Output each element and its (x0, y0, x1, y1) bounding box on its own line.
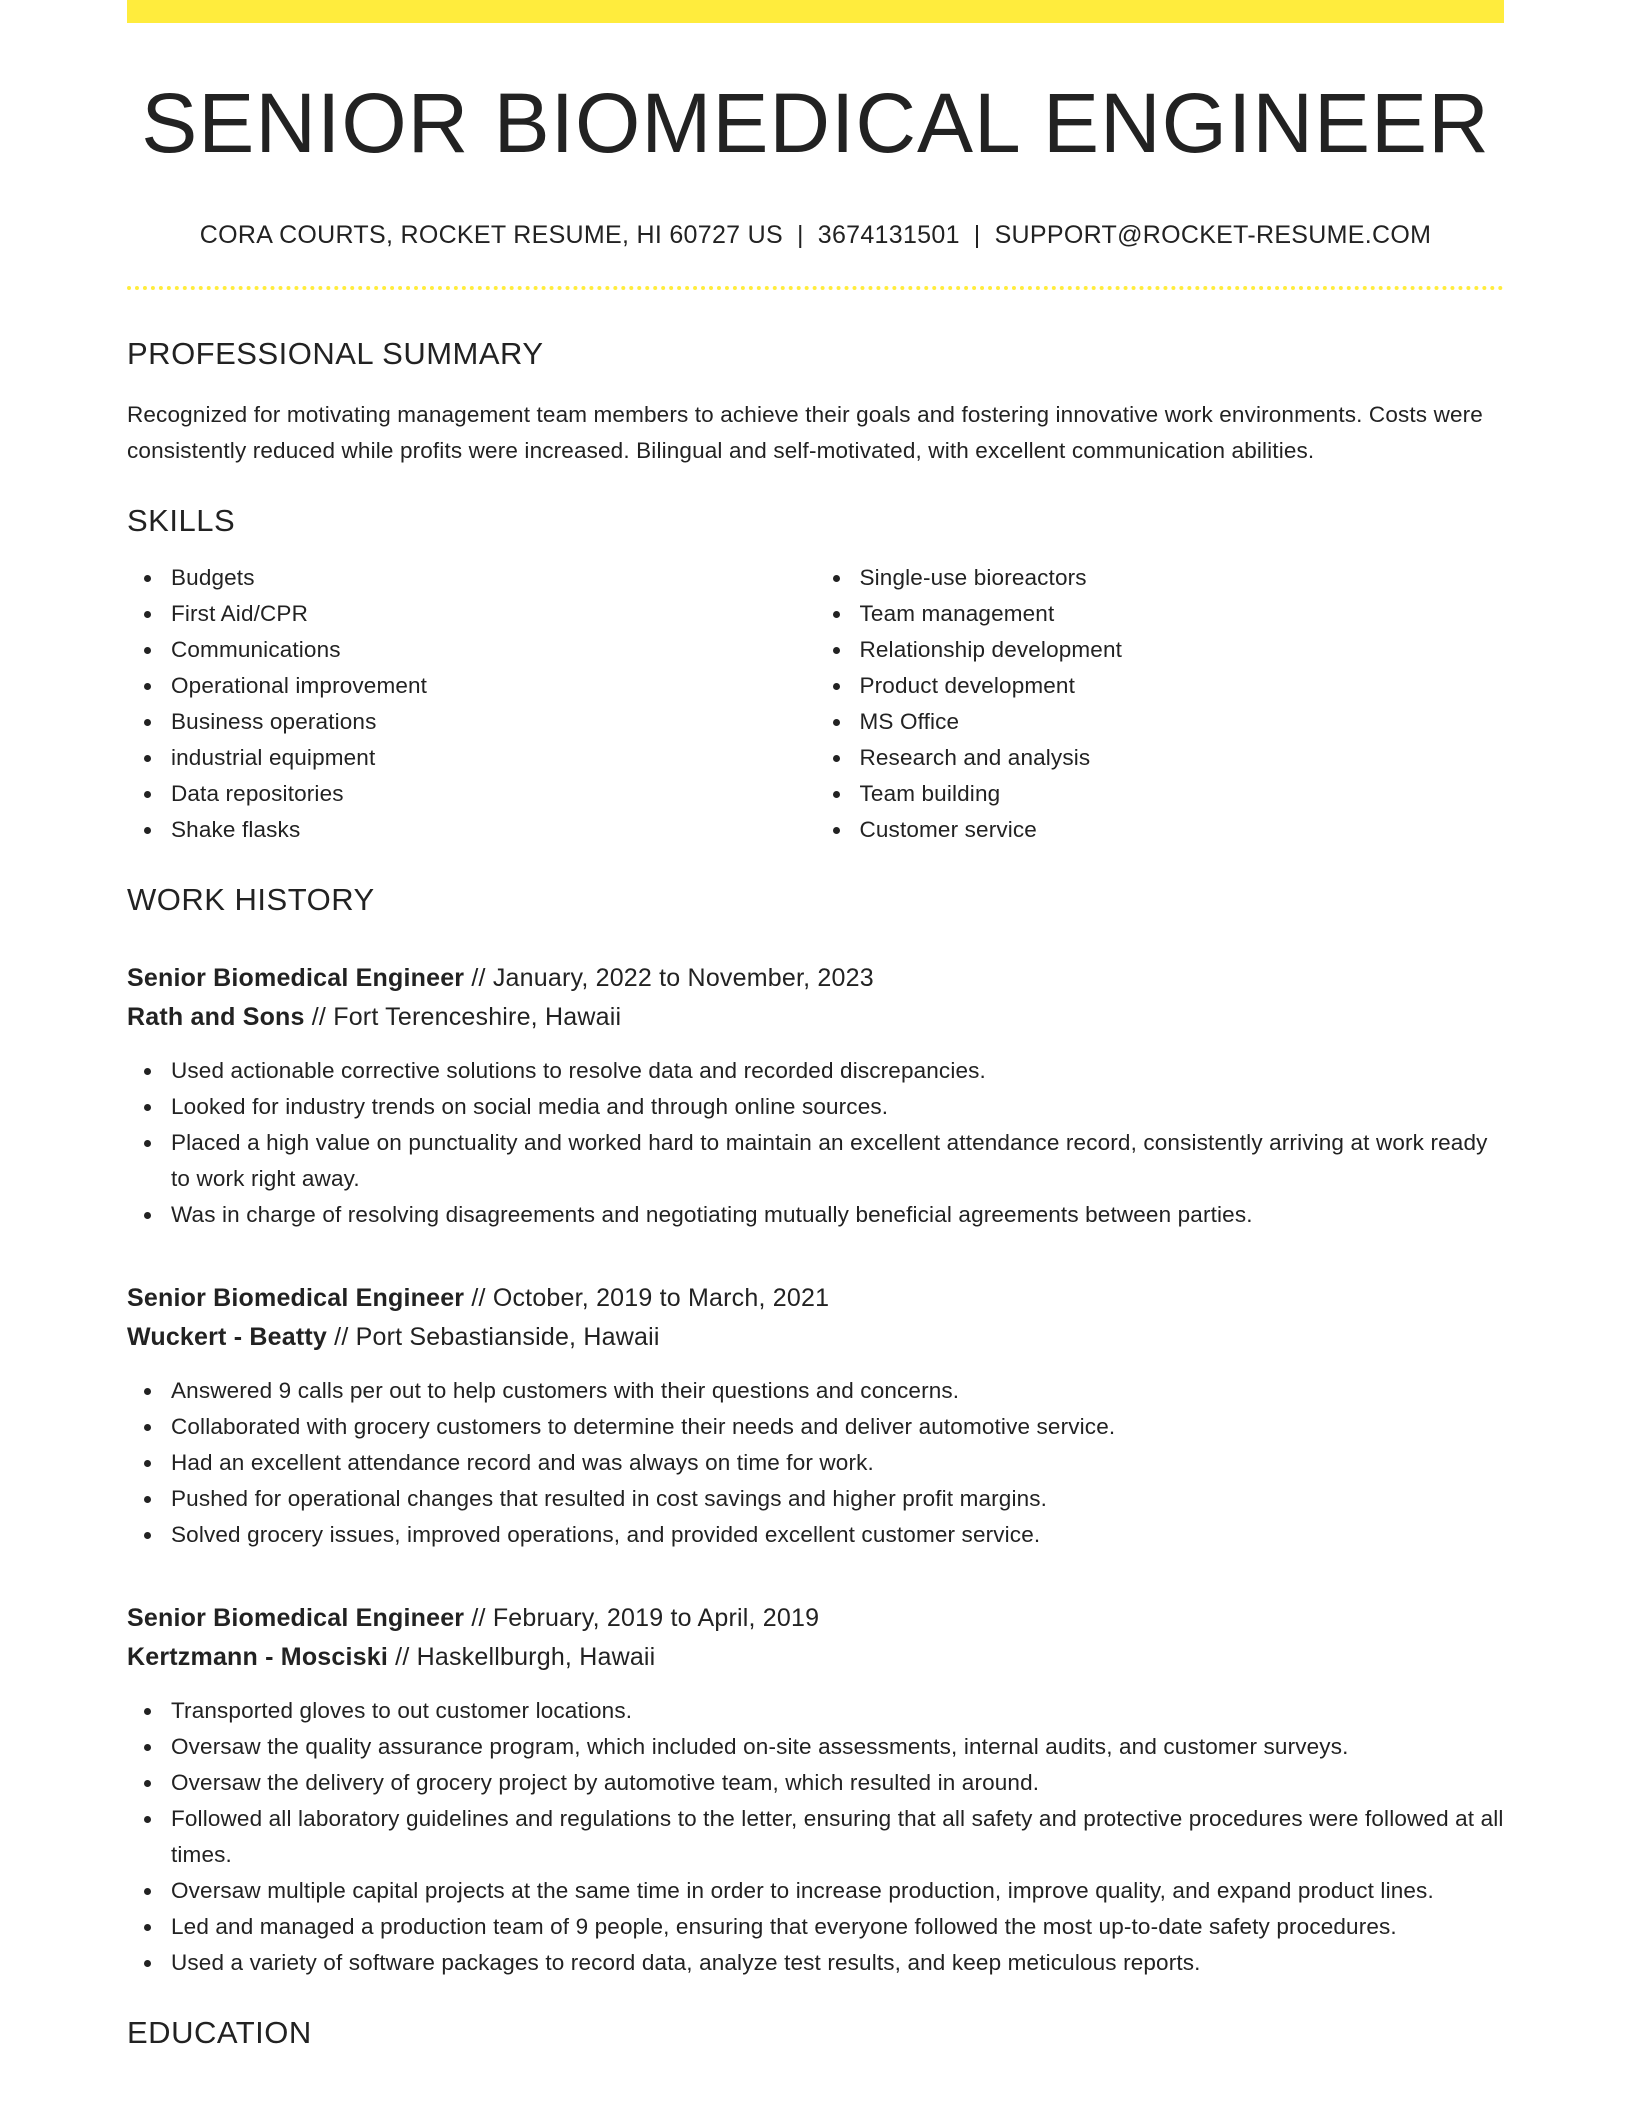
job-company-line (127, 998, 1504, 1037)
skills-column-left (127, 560, 816, 848)
job-bullet: Answered 9 calls per out to help customers with their questions and concerns. (171, 1373, 1504, 1409)
job-bullet: Transported gloves to out customer locations. (171, 1693, 1504, 1729)
skill-item: industrial equipment (171, 740, 816, 776)
skill-item: Research and analysis (860, 740, 1505, 776)
job-location: // Haskellburgh, Hawaii (395, 1643, 656, 1671)
skill-item: Team management (860, 596, 1505, 632)
section-title-skills: SKILLS (127, 503, 236, 538)
job-bullet: Had an excellent attendance record and was always on time for work. (171, 1445, 1504, 1481)
skill-item: Budgets (171, 560, 816, 596)
skill-item: Single-use bioreactors (860, 560, 1505, 596)
skills-column-right (816, 560, 1505, 848)
job-role-line (127, 959, 1504, 998)
skill-item: Customer service (860, 812, 1505, 848)
job-bullet: Oversaw the delivery of grocery project by automotive team, which resulted in around. (171, 1765, 1504, 1801)
job-bullet: Was in charge of resolving disagreements and negotiating mutually beneficial agreements between parties. (171, 1197, 1504, 1233)
job-bullet: Placed a high value on punctuality and worked hard to maintain an excellent attendance record, consistently arriving at work ready to work right away. (171, 1125, 1504, 1197)
contact-phone: 3674131501 (817, 221, 960, 249)
contact-separator: | (796, 221, 804, 249)
job-company: Rath and Sons (127, 1003, 305, 1031)
job-bullet: Followed all laboratory guidelines and regulations to the letter, ensuring that all safety and protective procedures were followed at all times. (171, 1801, 1504, 1873)
contact-line (127, 221, 1504, 250)
job-role: Senior Biomedical Engineer (127, 1604, 465, 1632)
job-company: Kertzmann - Mosciski (127, 1643, 389, 1671)
skill-item: Team building (860, 776, 1505, 812)
job-dates: // October, 2019 to March, 2021 (471, 1284, 830, 1312)
job-location: // Fort Terenceshire, Hawaii (311, 1003, 622, 1031)
summary-text: Recognized for motivating management team members to achieve their goals and fostering innovative work environments. Costs were consistently reduced while profits were increased. Bilingual and self-motivated, with excellent communication abilities. (127, 402, 1483, 463)
job-bullet: Oversaw the quality assurance program, which included on-site assessments, internal audits, and customer surveys. (171, 1729, 1504, 1765)
job-company-line (127, 1318, 1504, 1357)
job-bullet: Pushed for operational changes that resulted in cost savings and higher profit margins. (171, 1481, 1504, 1517)
job-company-line (127, 1638, 1504, 1677)
section-title-summary: PROFESSIONAL SUMMARY (127, 336, 544, 371)
contact-separator: | (973, 221, 981, 249)
contact-email: SUPPORT@ROCKET-RESUME.COM (994, 221, 1432, 249)
job-dates: // January, 2022 to November, 2023 (471, 964, 874, 992)
skill-item: Communications (171, 632, 816, 668)
job-bullets (127, 1373, 1504, 1553)
skill-item: Data repositories (171, 776, 816, 812)
job-bullet: Led and managed a production team of 9 people, ensuring that everyone followed the most up-to-date safety procedures. (171, 1909, 1504, 1945)
skill-item: MS Office (860, 704, 1505, 740)
skill-item: Business operations (171, 704, 816, 740)
skill-item: First Aid/CPR (171, 596, 816, 632)
job-bullets (127, 1053, 1504, 1233)
accent-top-bar (127, 0, 1504, 23)
section-title-work-history: WORK HISTORY (127, 882, 375, 917)
job-bullet: Used actionable corrective solutions to resolve data and recorded discrepancies. (171, 1053, 1504, 1089)
job-location: // Port Sebastianside, Hawaii (334, 1323, 660, 1351)
skills-list (127, 560, 1504, 848)
job-entry (127, 1279, 1504, 1553)
resume-title: SENIOR BIOMEDICAL ENGINEER (141, 76, 1490, 170)
skill-item: Relationship development (860, 632, 1505, 668)
job-bullet: Looked for industry trends on social media and through online sources. (171, 1089, 1504, 1125)
job-role-line (127, 1599, 1504, 1638)
job-role: Senior Biomedical Engineer (127, 964, 465, 992)
job-bullet: Used a variety of software packages to record data, analyze test results, and keep meticulous reports. (171, 1945, 1504, 1981)
job-entry (127, 959, 1504, 1233)
job-bullet: Solved grocery issues, improved operations, and provided excellent customer service. (171, 1517, 1504, 1553)
contact-address: CORA COURTS, ROCKET RESUME, HI 60727 US (199, 221, 783, 249)
job-role-line (127, 1279, 1504, 1318)
job-bullet: Collaborated with grocery customers to determine their needs and deliver automotive service. (171, 1409, 1504, 1445)
job-dates: // February, 2019 to April, 2019 (471, 1604, 820, 1632)
skill-item: Shake flasks (171, 812, 816, 848)
skill-item: Operational improvement (171, 668, 816, 704)
dotted-divider (127, 286, 1504, 290)
section-title-education: EDUCATION (127, 2015, 312, 2050)
job-bullets (127, 1693, 1504, 1981)
resume-page (127, 0, 1504, 2048)
job-company: Wuckert - Beatty (127, 1323, 328, 1351)
skill-item: Product development (860, 668, 1505, 704)
job-role: Senior Biomedical Engineer (127, 1284, 465, 1312)
job-entry (127, 1599, 1504, 1981)
job-bullet: Oversaw multiple capital projects at the same time in order to increase production, improve quality, and expand product lines. (171, 1873, 1504, 1909)
